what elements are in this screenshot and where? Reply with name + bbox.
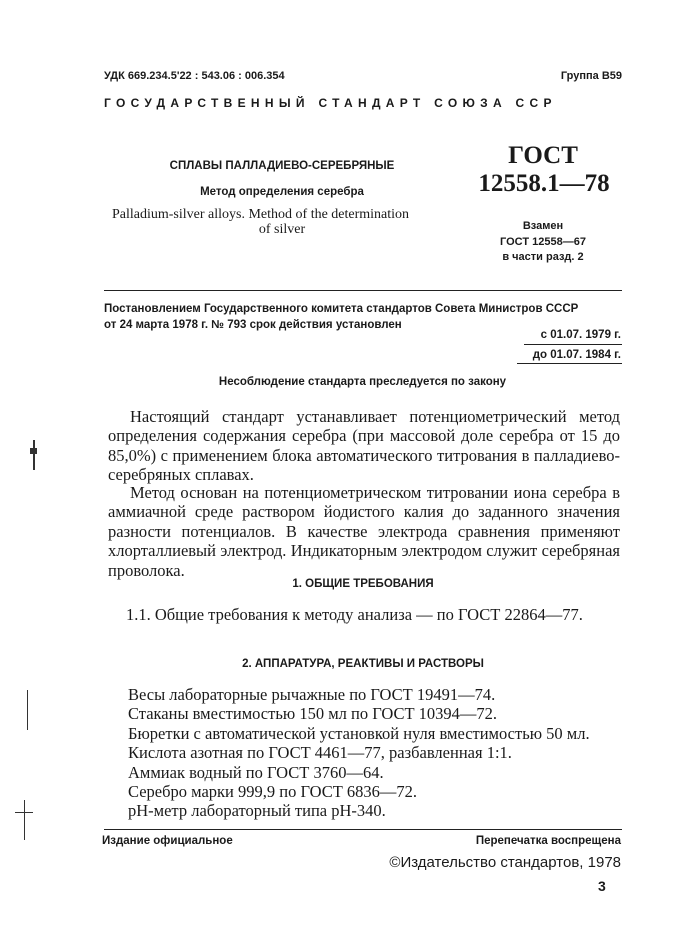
from-date-rule	[524, 344, 622, 345]
title-ru: СПЛАВЫ ПАЛЛАДИЕВО-СЕРЕБРЯНЫЕ	[169, 160, 395, 172]
copyright-notice: ©Издательство стандартов, 1978	[389, 854, 621, 871]
replaces-scope: в части разд. 2	[502, 251, 584, 263]
subtitle-ru: Метод определения серебра	[200, 186, 364, 198]
legal-warning: Несоблюдение стандарта преследуется по закону	[218, 376, 507, 388]
list-item: Стаканы вместимостью 150 мл по ГОСТ 10394—72.	[128, 704, 498, 724]
list-item: Аммиак водный по ГОСТ 3760—64.	[128, 762, 384, 782]
udk-code: УДК 669.234.5'22 : 543.06 : 006.354	[104, 70, 285, 82]
intro-text: Настоящий стандарт устанавливает потенциометрический метод определения содержания серебра (при массовой доле серебра от 15 до 85,0%) с применением блока автоматического титрования в палладиево-серебряных сплавах.	[108, 407, 620, 485]
margin-mark	[30, 448, 37, 454]
title-en-line2: of silver	[258, 222, 306, 237]
list-item: Кислота азотная по ГОСТ 4461—77, разбавленная 1:1.	[128, 743, 512, 763]
group-code: Группа В59	[560, 70, 622, 82]
page-number: 3	[598, 878, 606, 894]
gost-label: ГОСТ	[508, 142, 578, 169]
margin-mark	[24, 800, 25, 840]
apparatus-list	[104, 685, 620, 821]
decree-line2: от 24 марта 1978 г. № 793 срок действия установлен	[104, 319, 402, 331]
section1-heading: 1. ОБЩИЕ ТРЕБОВАНИЯ	[292, 578, 434, 590]
reprint-prohibited: Перепечатка воспрещена	[475, 835, 621, 847]
gost-number: 12558.1—78	[478, 170, 610, 197]
section2-heading: 2. АППАРАТУРА, РЕАКТИВЫ И РАСТВОРЫ	[242, 658, 484, 670]
margin-mark	[27, 690, 28, 730]
replaces-standard: ГОСТ 12558—67	[500, 236, 586, 248]
to-date-rule	[517, 363, 622, 364]
margin-mark	[33, 440, 35, 470]
intro-paragraph	[108, 407, 620, 485]
footer-rule	[104, 829, 622, 830]
method-paragraph	[108, 483, 620, 580]
margin-mark	[15, 812, 33, 813]
section1-body	[104, 605, 620, 624]
list-item: Бюретки с автоматической установкой нуля вместимостью 50 мл.	[128, 723, 590, 743]
decree-line1: Постановлением Государственного комитета стандартов Совета Министров СССР	[104, 303, 579, 315]
title-en-line1: Palladium-silver alloys. Method of the determination	[112, 207, 410, 222]
method-text: Метод основан на потенциометрическом титровании иона серебра в аммиачной среде раствором йодистого калия до заданного значения разности потенциалов. В качестве электрода сравнения применяют хлорталлиевый электрод. Индикаторным электродом служит серебряная проволока.	[108, 483, 620, 580]
list-item: pH-метр лабораторный типа pH-340.	[128, 801, 386, 821]
top-rule	[104, 290, 622, 291]
official-edition: Издание официальное	[102, 835, 233, 847]
section1-text: 1.1. Общие требования к методу анализа — по ГОСТ 22864—77.	[126, 605, 583, 624]
replaces-label: Взамен	[522, 220, 564, 232]
effective-from: с 01.07. 1979 г.	[540, 329, 621, 341]
effective-to: до 01.07. 1984 г.	[532, 349, 621, 361]
list-item: Весы лабораторные рычажные по ГОСТ 19491—74.	[128, 685, 496, 704]
list-item: Серебро марки 999,9 по ГОСТ 6836—72.	[128, 782, 418, 802]
state-standard-banner: ГОСУДАРСТВЕННЫЙ СТАНДАРТ СОЮЗА ССР	[104, 96, 557, 110]
